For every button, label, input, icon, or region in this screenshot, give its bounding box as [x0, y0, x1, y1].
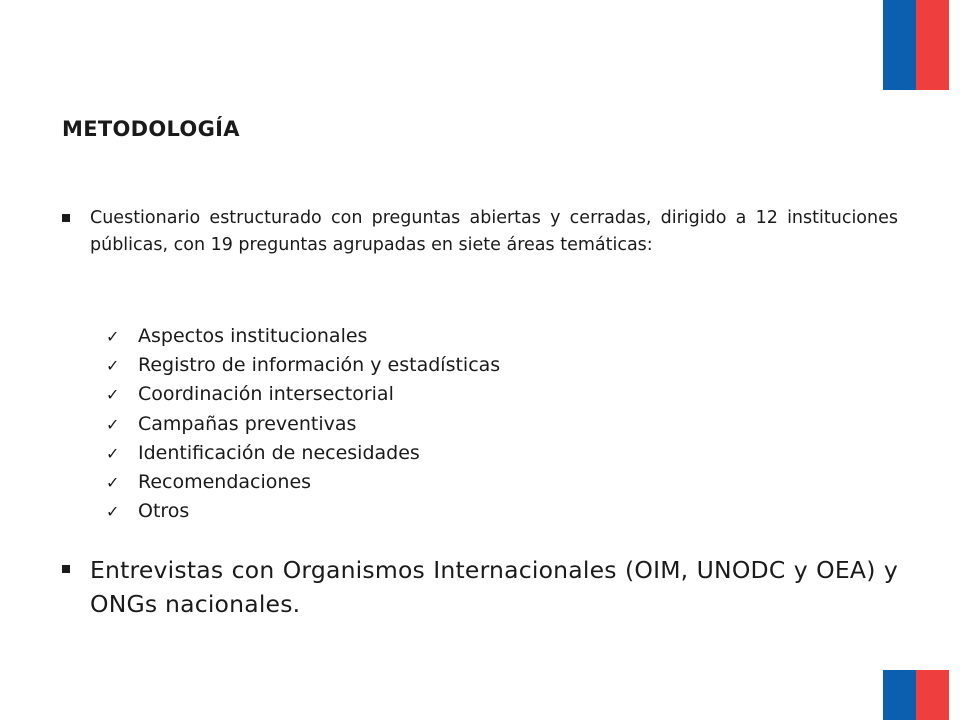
list-item-label: Registro de información y estadísticas — [138, 354, 501, 377]
list-item — [106, 468, 500, 497]
checkmark-icon: ✓ — [106, 473, 120, 493]
flag-stripe-bottom — [883, 670, 949, 720]
checkmark-icon: ✓ — [106, 414, 120, 434]
list-item — [106, 439, 500, 468]
list-item-label: Identificación de necesidades — [138, 441, 420, 464]
list-item — [106, 322, 500, 351]
checkmark-icon: ✓ — [106, 356, 120, 376]
flag-red-band — [916, 0, 949, 90]
list-item — [106, 351, 500, 380]
square-bullet-icon — [62, 565, 70, 573]
slide-title: METODOLOGÍA — [62, 117, 240, 141]
list-item — [106, 497, 500, 526]
interviews-text: Entrevistas con Organismos Internacionales (OIM, UNODC y OEA) y ONGs nacionales. — [90, 556, 898, 618]
flag-blue-band — [883, 0, 916, 90]
bullet-paragraph-questionnaire — [62, 205, 898, 259]
list-item-label: Otros — [138, 500, 190, 523]
list-item-label: Campañas preventivas — [138, 412, 357, 435]
list-item — [106, 410, 500, 439]
list-item-label: Aspectos institucionales — [138, 325, 368, 347]
flag-red-band — [916, 670, 949, 720]
square-bullet-icon — [62, 214, 70, 222]
list-item-label: Recomendaciones — [138, 471, 312, 494]
checkmark-icon: ✓ — [106, 443, 120, 463]
checkmark-icon: ✓ — [106, 385, 120, 405]
list-item — [106, 380, 500, 409]
flag-blue-band — [883, 670, 916, 720]
bullet-paragraph-interviews — [62, 553, 898, 621]
questionnaire-text: Cuestionario estructurado con preguntas abiertas y cerradas, dirigido a 12 instituciones públicas, con 19 preguntas agrupadas en siete áreas temáticas: — [90, 208, 898, 255]
checkmark-icon: ✓ — [106, 327, 120, 346]
thematic-areas-list — [106, 322, 500, 526]
checkmark-icon: ✓ — [106, 502, 120, 522]
flag-stripe-top — [883, 0, 949, 90]
list-item-label: Coordinación intersectorial — [138, 383, 394, 406]
